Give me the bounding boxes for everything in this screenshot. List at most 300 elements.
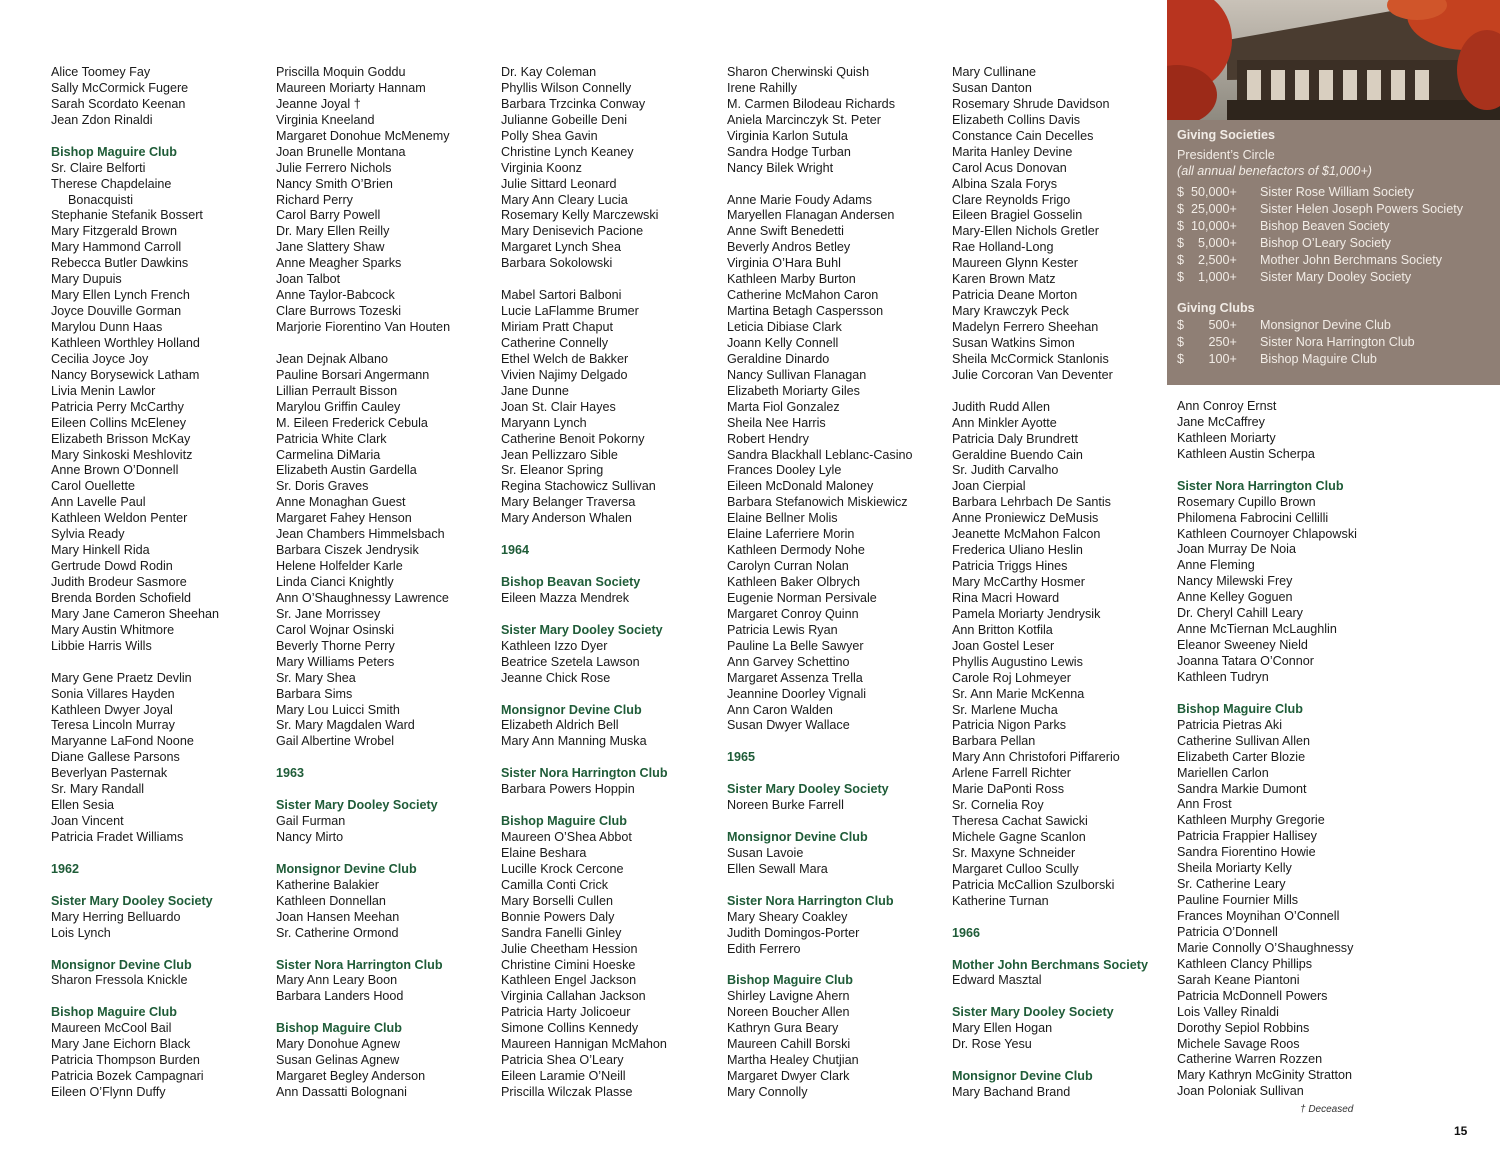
club-heading: Sister Mary Dooley Society: [276, 798, 438, 813]
donor-name: Anne Fleming: [1177, 558, 1255, 573]
donor-name: Barbara Powers Hoppin: [501, 782, 635, 797]
donor-name: Clare Burrows Tozeski: [276, 304, 402, 319]
donor-name: Kathleen Izzo Dyer: [501, 638, 608, 653]
donor-name: Sheila Moriarty Kelly: [1177, 861, 1292, 876]
donor-name: Patricia McDonnell Powers: [1177, 988, 1328, 1003]
donor-name: Mary Borselli Cullen: [501, 893, 613, 908]
donor-name: Mary Anderson Whalen: [501, 511, 632, 526]
donor-name: Elizabeth Aldrich Bell: [501, 718, 619, 733]
donor-name: Margaret Donohue McMenemy: [276, 128, 450, 143]
donor-name: Philomena Fabrocini Cellilli: [1177, 510, 1329, 525]
donor-name: Virginia Karlon Sutula: [727, 128, 848, 143]
donor-name: Frederica Uliano Heslin: [952, 543, 1083, 558]
donor-name: Dr. Rose Yesu: [952, 1037, 1032, 1052]
club-heading: Monsignor Devine Club: [51, 957, 192, 972]
donor-name: Margaret Lynch Shea: [501, 240, 621, 255]
donor-name: Kathleen Weldon Penter: [51, 511, 188, 526]
tier-amount: $ 5,000+: [1177, 236, 1237, 250]
donor-name: Julie Ferrero Nichols: [276, 160, 392, 175]
donor-name: Livia Menin Lawlor: [51, 383, 156, 398]
donor-name: Mary Donohue Agnew: [276, 1037, 400, 1052]
club-heading: Sister Mary Dooley Society: [51, 893, 213, 908]
donor-name: Pauline Fournier Mills: [1177, 893, 1299, 908]
donor-name: Dr. Kay Coleman: [501, 65, 597, 79]
donor-name: Sarah Scordato Keenan: [51, 96, 186, 111]
donor-name: Jeanette McMahon Falcon: [952, 527, 1101, 542]
donor-name: Maryellen Flanagan Andersen: [727, 208, 895, 223]
donor-name: Beverly Thorne Perry: [276, 638, 395, 653]
donor-name: Mary Hammond Carroll: [51, 240, 182, 255]
club-heading: Sister Mary Dooley Society: [501, 622, 663, 637]
donor-name: Patricia Deane Morton: [952, 288, 1078, 303]
donor-name: Nancy Sullivan Flanagan: [727, 367, 867, 382]
donor-name: Kathleen Dermody Nohe: [727, 543, 865, 558]
donor-name: Dr. Mary Ellen Reilly: [276, 224, 390, 239]
donor-name: Sharon Fressola Knickle: [51, 973, 188, 988]
spacer: [952, 384, 1174, 400]
donor-name: Marie DaPonti Ross: [952, 782, 1064, 797]
donor-name: Sr. Judith Carvalho: [952, 463, 1059, 478]
donor-name: Marylou Dunn Haas: [51, 320, 163, 334]
donor-name: Marjorie Fiorentino Van Houten: [276, 320, 451, 334]
spacer: [952, 942, 1174, 958]
tier-amount: $ 1,000+: [1177, 270, 1237, 284]
donor-name: Maureen O’Shea Abbot: [501, 830, 632, 844]
donor-name: Kathleen Clancy Phillips: [1177, 956, 1313, 971]
tier-amount: $ 10,000+: [1177, 219, 1237, 233]
donor-name: M. Carmen Bilodeau Richards: [727, 96, 895, 111]
donor-name: Sylvia Ready: [51, 527, 125, 542]
spacer: [1177, 686, 1399, 702]
donor-name: Ann Conroy Ernst: [1177, 399, 1277, 413]
society-tier: [1177, 236, 1391, 253]
donor-name: Elaine Bellner Molis: [727, 511, 838, 526]
donor-name: Carol Acus Donovan: [952, 160, 1067, 175]
donor-name: Patricia O’Donnell: [1177, 924, 1278, 939]
donor-name: Sr. Cornelia Roy: [952, 798, 1044, 813]
donor-name: Ann Caron Walden: [727, 702, 833, 717]
donor-name: Carol Barry Powell: [276, 208, 381, 223]
donor-name: Patricia McCallion Szulborski: [952, 877, 1115, 892]
donor-name: Barbara Lehrbach De Santis: [952, 495, 1111, 510]
donor-name: Julie Sittard Leonard: [501, 176, 617, 191]
donor-name: Sandra Fanelli Ginley: [501, 925, 622, 940]
donor-name: Katherine Turnan: [952, 893, 1049, 908]
donor-name: Alice Toomey Fay: [51, 65, 151, 79]
society-tier: [1177, 253, 1442, 270]
donor-name: Catherine Connelly: [501, 335, 609, 350]
club-heading: Sister Mary Dooley Society: [952, 1005, 1114, 1020]
donor-name: Mary Kathryn McGinity Stratton: [1177, 1068, 1352, 1083]
society-tier: [1177, 219, 1390, 236]
donor-name: Leticia Dibiase Clark: [727, 320, 842, 334]
donor-name: Margaret Culloo Scully: [952, 861, 1079, 876]
donor-name: Julie Corcoran Van Deventer: [952, 367, 1113, 382]
donor-name: Sr. Mary Magdalen Ward: [276, 718, 415, 733]
club-tier: [1177, 318, 1391, 335]
donor-name: Christine Lynch Keaney: [501, 144, 634, 159]
tier-amount: $ 500+: [1177, 318, 1237, 332]
donor-name: Barbara Sokolowski: [501, 256, 613, 271]
donor-name: Margaret Begley Anderson: [276, 1069, 426, 1084]
donor-name: Elizabeth Collins Davis: [952, 112, 1081, 127]
spacer: [501, 527, 723, 543]
donor-name: Mary Lou Luicci Smith: [276, 702, 400, 717]
donor-name: Jeannine Doorley Vignali: [727, 686, 867, 701]
donor-name: Jean Dejnak Albano: [276, 351, 389, 366]
donor-name: Eileen Laramie O’Neill: [501, 1069, 626, 1084]
donor-name: Cecilia Joyce Joy: [51, 351, 149, 366]
tier-name: Sister Rose William Society: [1260, 185, 1414, 199]
donor-name: Rae Holland-Long: [952, 240, 1054, 255]
donor-name: Mary Dupuis: [51, 272, 122, 287]
donor-name: Lucie LaFlamme Brumer: [501, 304, 639, 319]
donor-name: Eileen McDonald Maloney: [727, 479, 874, 494]
spacer: [501, 798, 723, 814]
donor-name: Sr. Ann Marie McKenna: [952, 686, 1085, 701]
donor-name: Jeanne Joyal †: [276, 96, 361, 111]
donor-name: Phyllis Augustino Lewis: [952, 654, 1083, 669]
donor-name: Christine Cimini Hoeske: [501, 957, 636, 972]
donor-name: Mary Cullinane: [952, 65, 1036, 79]
donor-name: Therese Chapdelaine: [51, 176, 172, 191]
donor-name: Sr. Eleanor Spring: [501, 463, 604, 478]
donor-name: Joan Poloniak Sullivan: [1177, 1084, 1304, 1099]
donor-name: Julie Cheetham Hession: [501, 941, 638, 956]
donor-name: Ethel Welch de Bakker: [501, 351, 629, 366]
donor-name: Madelyn Ferrero Sheehan: [952, 320, 1099, 334]
donor-name: Michele Savage Roos: [1177, 1036, 1300, 1051]
donor-name: Mary Ann Manning Muska: [501, 734, 647, 749]
club-heading: Mother John Berchmans Society: [952, 957, 1148, 972]
donor-name: Eileen Collins McEleney: [51, 415, 187, 430]
spacer: [276, 1005, 498, 1021]
donor-name: Bonacquisti: [68, 192, 134, 207]
club-heading: Bishop Maguire Club: [501, 814, 627, 829]
donor-name: Robert Hendry: [727, 431, 809, 446]
spacer: [952, 1053, 1174, 1069]
donor-name: Margaret Conroy Quinn: [727, 606, 859, 621]
donor-name: Catherine Sullivan Allen: [1177, 733, 1311, 748]
spacer: [501, 272, 723, 288]
donor-name: Lucille Krock Cercone: [501, 861, 624, 876]
donor-name: Sr. Maxyne Schneider: [952, 845, 1076, 860]
donor-name: Linda Cianci Knightly: [276, 575, 394, 589]
donor-name: Michele Gagne Scanlon: [952, 830, 1086, 844]
donor-name: Kathryn Gura Beary: [727, 1021, 839, 1036]
donor-name: Beatrice Szetela Lawson: [501, 654, 640, 669]
tier-amount: $ 100+: [1177, 352, 1237, 366]
club-heading: Bishop Maguire Club: [727, 973, 853, 988]
spacer: [501, 559, 723, 575]
donor-name: Julianne Gobeille Deni: [501, 112, 628, 127]
donor-name: Mary-Ellen Nichols Gretler: [952, 224, 1099, 239]
donor-name: Jeanne Chick Rose: [501, 670, 611, 685]
donor-name: Kathleen Baker Olbrych: [727, 575, 861, 589]
donor-name: Martina Betagh Caspersson: [727, 304, 884, 319]
club-heading: Bishop Beavan Society: [501, 575, 641, 589]
donor-name: Joan Talbot: [276, 272, 341, 287]
donor-name: Aniela Marcinczyk St. Peter: [727, 112, 881, 127]
clubs-title: Giving Clubs: [1177, 301, 1255, 315]
club-heading: Monsignor Devine Club: [276, 861, 417, 876]
spacer: [727, 814, 949, 830]
donor-name: Libbie Harris Wills: [51, 638, 152, 653]
donor-name: Gail Furman: [276, 814, 346, 829]
club-heading: Bishop Maguire Club: [276, 1021, 402, 1036]
donor-name: Beverly Andros Betley: [727, 240, 851, 255]
donor-name: Dorothy Sepiol Robbins: [1177, 1020, 1310, 1035]
donor-name: Mary Ann Cleary Lucia: [501, 192, 628, 207]
spacer: [51, 942, 273, 958]
donor-name: Patricia Bozek Campagnari: [51, 1069, 204, 1084]
donor-name: Mary Ellen Lynch French: [51, 288, 190, 303]
donor-name: Geraldine Buendo Cain: [952, 447, 1083, 462]
donor-name: Sheila McCormick Stanlonis: [952, 351, 1109, 366]
donor-name: Mary Bachand Brand: [952, 1085, 1071, 1099]
donor-name: Lois Valley Rinaldi: [1177, 1004, 1279, 1019]
donor-name: Joan Murray De Noia: [1177, 542, 1296, 557]
donor-name: Ann Lavelle Paul: [51, 495, 146, 510]
donor-name: Rina Macri Howard: [952, 590, 1060, 605]
club-heading: Monsignor Devine Club: [727, 830, 868, 844]
donor-name: Virginia O’Hara Buhl: [727, 256, 841, 271]
donor-name: Mary Jane Eichorn Black: [51, 1037, 191, 1052]
donor-name: Marita Hanley Devine: [952, 144, 1073, 159]
donor-name: Anne Brown O’Donnell: [51, 463, 179, 478]
donor-name: Kathleen Cournoyer Chlapowski: [1177, 526, 1357, 541]
donor-name: Pamela Moriarty Jendrysik: [952, 606, 1101, 621]
donor-name: Mary Jane Cameron Sheehan: [51, 606, 220, 621]
donor-name: Carole Roj Lohmeyer: [952, 670, 1071, 685]
tier-name: Sister Helen Joseph Powers Society: [1260, 202, 1463, 216]
spacer: [1177, 463, 1399, 479]
donor-column-6: [1177, 399, 1399, 1100]
donor-name: Ann Minkler Ayotte: [952, 415, 1057, 430]
spacer: [276, 782, 498, 798]
donor-name: Marie Connolly O’Shaughnessy: [1177, 940, 1354, 955]
club-heading: Sister Nora Harrington Club: [276, 957, 443, 972]
donor-name: Kathleen Donnellan: [276, 893, 386, 908]
donor-name: Susan Watkins Simon: [952, 335, 1075, 350]
spacer: [276, 846, 498, 862]
donor-name: Barbara Sims: [276, 686, 353, 701]
donor-name: Virginia Koonz: [501, 160, 582, 175]
donor-name: Frances Moynihan O’Connell: [1177, 909, 1340, 923]
donor-name: Elaine Beshara: [501, 845, 587, 860]
spacer: [952, 989, 1174, 1005]
donor-name: Patricia Thompson Burden: [51, 1053, 200, 1068]
donor-name: Judith Domingos-Porter: [727, 925, 860, 940]
donor-name: Joyce Douville Gorman: [51, 304, 182, 319]
spacer: [727, 766, 949, 782]
donor-name: Patricia Pietras Aki: [1177, 717, 1282, 732]
donor-name: Eileen Bragiel Gosselin: [952, 208, 1083, 223]
donor-name: Noreen Boucher Allen: [727, 1005, 850, 1020]
tier-name: Bishop Beaven Society: [1260, 219, 1390, 233]
donor-name: Maureen Hannigan McMahon: [501, 1037, 667, 1052]
donor-name: Virginia Kneeland: [276, 112, 375, 127]
donor-name: Mariellen Carlon: [1177, 765, 1269, 780]
donor-name: Phyllis Wilson Connelly: [501, 80, 632, 95]
donor-name: Clare Reynolds Frigo: [952, 192, 1071, 207]
donor-name: Maureen Glynn Kester: [952, 256, 1078, 271]
club-tier: [1177, 335, 1415, 352]
donor-name: Anne Marie Foudy Adams: [727, 192, 872, 207]
donor-name: Patricia Frappier Hallisey: [1177, 829, 1317, 844]
donor-name: Carol Ouellette: [51, 479, 135, 494]
donor-name: Judith Rudd Allen: [952, 399, 1051, 414]
donor-name: Maryanne LaFond Noone: [51, 734, 194, 749]
donor-name: Joan St. Clair Hayes: [501, 399, 616, 414]
donor-name: Marta Fiol Gonzalez: [727, 399, 840, 414]
donor-name: Anne Proniewicz DeMusis: [952, 511, 1099, 526]
donor-name: Mary Ann Leary Boon: [276, 973, 398, 988]
tier-name: Sister Mary Dooley Society: [1260, 270, 1412, 284]
donor-name: Shirley Lavigne Ahern: [727, 989, 850, 1004]
panel-title: Giving Societies: [1177, 128, 1275, 142]
donor-name: Elizabeth Carter Blozie: [1177, 749, 1306, 764]
donor-name: Elizabeth Brisson McKay: [51, 431, 191, 446]
donor-name: Anne Kelley Goguen: [1177, 590, 1293, 605]
donor-name: Barbara Stefanowich Miskiewicz: [727, 495, 908, 510]
donor-name: Patricia Nigon Parks: [952, 718, 1067, 733]
donor-name: Gertrude Dowd Rodin: [51, 559, 173, 574]
donor-column-2: [276, 65, 498, 1101]
donor-name: Joann Kelly Connell: [727, 335, 839, 350]
donor-name: Patricia Harty Jolicoeur: [501, 1005, 631, 1020]
club-heading: Monsignor Devine Club: [501, 702, 642, 717]
donor-name: Sr. Catherine Leary: [1177, 877, 1286, 892]
spacer: [51, 989, 273, 1005]
donor-name: Joan Vincent: [51, 814, 124, 829]
society-tier: [1177, 185, 1414, 202]
club-heading: Bishop Maguire Club: [51, 1005, 177, 1020]
spacer: [952, 910, 1174, 926]
tier-amount: $ 25,000+: [1177, 202, 1237, 216]
donor-name: Karen Brown Matz: [952, 272, 1056, 287]
spacer: [727, 958, 949, 974]
building-autumn-photo: [1167, 0, 1500, 120]
donor-name: Joan Brunelle Montana: [276, 144, 406, 159]
giving-societies-panel: [1167, 120, 1500, 385]
donor-name: Lois Lynch: [51, 925, 111, 940]
spacer: [727, 878, 949, 894]
donor-column-1: [51, 65, 273, 1101]
donor-name: Jane Slattery Shaw: [276, 240, 385, 255]
donor-name: Elaine Laferriere Morin: [727, 527, 855, 542]
tier-name: Mother John Berchmans Society: [1260, 253, 1442, 267]
donor-column-4: [727, 65, 949, 1101]
donor-name: Rebecca Butler Dawkins: [51, 256, 189, 271]
donor-name: Geraldine Dinardo: [727, 351, 830, 366]
donor-name: Eleanor Sweeney Nield: [1177, 638, 1308, 653]
spacer: [51, 846, 273, 862]
donor-name: Kathleen Tudryn: [1177, 669, 1269, 684]
donor-name: Ann Britton Kotfila: [952, 622, 1053, 637]
spacer: [727, 177, 949, 193]
club-heading: Bishop Maguire Club: [51, 144, 177, 159]
donor-name: Simone Collins Kennedy: [501, 1021, 639, 1036]
spacer: [276, 750, 498, 766]
donor-name: Marylou Griffin Cauley: [276, 399, 401, 414]
society-tier: [1177, 202, 1463, 219]
donor-name: Jane Dunne: [501, 383, 569, 398]
donor-name: Judith Brodeur Sasmore: [51, 575, 187, 589]
donor-name: Sandra Blackhall Leblanc-Casino: [727, 447, 913, 462]
donor-name: Maryann Lynch: [501, 415, 587, 430]
donor-name: Mary Herring Belluardo: [51, 909, 181, 924]
donor-name: Susan Dwyer Wallace: [727, 718, 850, 733]
donor-name: Eugenie Norman Persivale: [727, 590, 877, 605]
donor-name: Sr. Jane Morrissey: [276, 606, 381, 621]
donor-name: Joan Gostel Leser: [952, 638, 1055, 653]
spacer: [51, 655, 273, 671]
donor-name: Patricia Perry McCarthy: [51, 399, 184, 414]
donor-name: Patricia Daly Brundrett: [952, 431, 1078, 446]
donor-name: Kathleen Moriarty: [1177, 430, 1276, 445]
class-year: 1964: [501, 543, 530, 558]
donor-name: Eileen Mazza Mendrek: [501, 590, 630, 605]
donor-name: Mary Austin Whitmore: [51, 622, 175, 637]
spacer: [501, 607, 723, 623]
donor-name: Susan Lavoie: [727, 845, 804, 860]
donor-name: Susan Danton: [952, 80, 1032, 95]
donor-name: M. Eileen Frederick Cebula: [276, 415, 428, 430]
presidents-note: (all annual benefactors of $1,000+): [1177, 164, 1372, 178]
donor-name: Richard Perry: [276, 192, 353, 207]
donor-name: Pauline Borsari Angermann: [276, 367, 430, 382]
donor-name: Bonnie Powers Daly: [501, 909, 615, 924]
club-heading: Bishop Maguire Club: [1177, 701, 1303, 716]
donor-name: Mabel Sartori Balboni: [501, 288, 622, 303]
donor-name: Kathleen Murphy Gregorie: [1177, 813, 1325, 828]
spacer: [276, 336, 498, 352]
tier-name: Bishop O’Leary Society: [1260, 236, 1391, 250]
donor-name: Mary Fitzgerald Brown: [51, 224, 177, 239]
donor-name: Nancy Bilek Wright: [727, 160, 834, 175]
donor-name: Joan Hansen Meehan: [276, 909, 400, 924]
donor-name: Dr. Cheryl Cahill Leary: [1177, 606, 1303, 621]
spacer: [727, 734, 949, 750]
deceased-note: † Deceased: [1300, 1104, 1354, 1115]
donor-name: Mary Belanger Traversa: [501, 495, 636, 510]
donor-name: Carol Wojnar Osinski: [276, 622, 395, 637]
donor-name: Sonia Villares Hayden: [51, 686, 175, 701]
donor-name: Sarah Keane Piantoni: [1177, 972, 1300, 987]
class-year: 1965: [727, 750, 756, 765]
donor-name: Nancy Mirto: [276, 830, 344, 844]
tier-name: Sister Nora Harrington Club: [1260, 335, 1415, 349]
donor-name: Sr. Doris Graves: [276, 479, 369, 494]
club-tier: [1177, 352, 1377, 369]
donor-name: Sheila Nee Harris: [727, 415, 826, 430]
donor-name: Kathleen Austin Scherpa: [1177, 446, 1315, 461]
donor-name: Lillian Perrault Bisson: [276, 383, 398, 398]
donor-name: Barbara Trzcinka Conway: [501, 96, 646, 111]
class-year: 1966: [952, 925, 981, 940]
donor-name: Catherine McMahon Caron: [727, 288, 879, 303]
donor-name: Barbara Landers Hood: [276, 989, 404, 1004]
donor-name: Joan Cierpial: [952, 479, 1026, 494]
donor-name: Mary Hinkell Rida: [51, 543, 150, 558]
donor-name: Arlene Farrell Richter: [952, 766, 1071, 781]
donor-name: Edith Ferrero: [727, 941, 801, 956]
donor-name: Mary Denisevich Pacione: [501, 224, 644, 239]
donor-name: Mary Gene Praetz Devlin: [51, 670, 192, 685]
donor-name: Joanna Tatara O’Connor: [1177, 654, 1314, 668]
donor-name: Priscilla Wilczak Plasse: [501, 1085, 633, 1099]
